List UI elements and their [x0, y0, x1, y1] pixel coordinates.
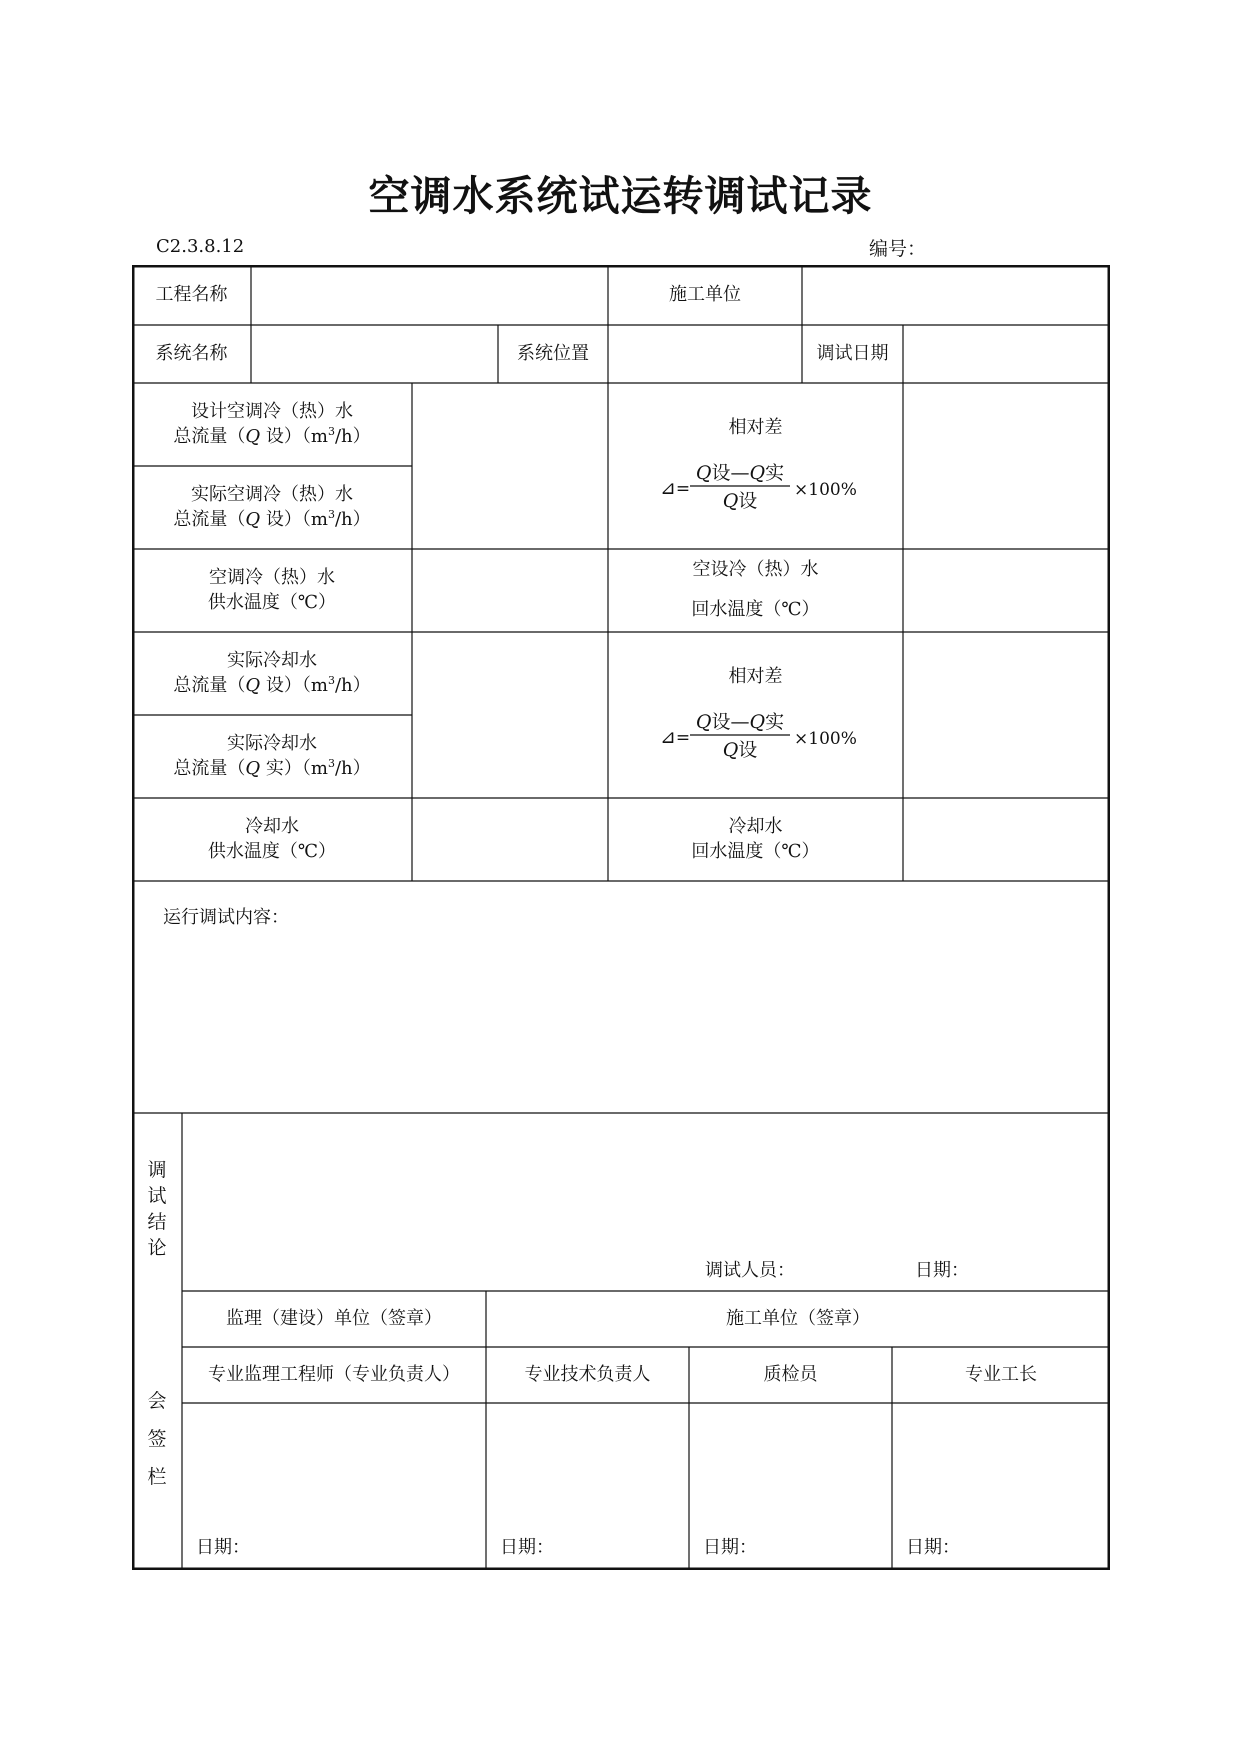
formula-percent: ×100%	[794, 729, 857, 749]
cooling-relative-diff-label: 相对差	[728, 666, 783, 687]
cooling-water-flow-design-label	[132, 648, 412, 698]
label-line: 回水温度（℃）	[691, 841, 820, 862]
design-ac-water-flow-label	[132, 399, 412, 449]
side-char: 栏	[147, 1466, 167, 1488]
formula-percent: ×100%	[794, 480, 857, 500]
label-line: 实际冷却水	[227, 733, 317, 754]
ac-relative-diff-label: 相对差	[728, 417, 783, 438]
formula-numerator: Q设—Q实	[695, 462, 785, 484]
document-title: 空调水系统试运转调试记录	[368, 172, 873, 220]
label-line: 设计空调冷（热）水	[191, 401, 353, 422]
construction-unit-label: 施工单位	[669, 284, 741, 305]
column-technical-lead: 专业技术负责人	[524, 1364, 651, 1385]
label-line: 空调冷（热）水	[209, 567, 335, 588]
cooling-supply-temp-label	[132, 814, 412, 864]
label-line: 回水温度（℃）	[691, 599, 820, 620]
label-line: 冷却水	[728, 816, 783, 837]
tester-label: 调试人员：	[705, 1260, 795, 1281]
label-line: 总流量（Q 实）$(m^3/h)$	[173, 757, 371, 779]
formula-denominator: Q设	[722, 739, 758, 761]
label-line: 空设冷（热）水	[692, 559, 819, 580]
label-line: 实际冷却水	[227, 650, 317, 671]
number-label: 编号：	[869, 238, 927, 260]
column-quality-inspector: 质检员	[763, 1364, 818, 1385]
signoff-date-label: 日期：	[703, 1537, 757, 1558]
project-name-label: 工程名称	[155, 284, 228, 305]
operation-content-label: 运行调试内容：	[163, 907, 289, 928]
label-line: 总流量（Q 设）$(m^3/h)$	[173, 425, 371, 447]
system-location-label: 系统位置	[517, 343, 589, 364]
label-line: 冷却水	[245, 816, 299, 837]
supervision-unit-label: 监理（建设）单位（签章）	[226, 1308, 442, 1329]
side-char: 论	[147, 1237, 167, 1259]
ac-supply-temp-label	[132, 565, 412, 615]
side-char: 调	[147, 1159, 167, 1181]
form-code: C2.3.8.12	[156, 236, 245, 257]
actual-ac-water-flow-label	[132, 482, 412, 532]
column-foreman: 专业工长	[965, 1364, 1037, 1385]
cooling-water-flow-actual-label	[132, 731, 412, 781]
test-date-label: 调试日期	[816, 343, 889, 364]
label-line: 实际空调冷（热）水	[191, 484, 353, 505]
label-line: 总流量（Q 设）$(m^3/h)$	[173, 674, 371, 696]
label-line: 供水温度（℃）	[207, 841, 337, 862]
formula-denominator: Q设	[722, 490, 758, 512]
side-char: 签	[147, 1428, 167, 1450]
formula-numerator: Q设—Q实	[695, 711, 785, 733]
side-char: 会	[147, 1390, 167, 1412]
formula-delta: ⊿=	[660, 477, 691, 499]
signoff-date-label: 日期：	[906, 1537, 960, 1558]
system-name-label: 系统名称	[155, 343, 228, 364]
signoff-date-label: 日期：	[500, 1537, 554, 1558]
conclusion-date-label: 日期：	[915, 1260, 969, 1281]
conclusion-side-label	[137, 1157, 177, 1261]
column-supervisor-engineer: 专业监理工程师（专业负责人）	[208, 1364, 460, 1385]
signoff-date-label: 日期：	[196, 1537, 250, 1558]
cooling-return-temp-label	[608, 814, 903, 864]
side-char: 结	[147, 1211, 167, 1233]
label-line: 供水温度（℃）	[207, 592, 337, 613]
ac-return-temp-label	[608, 557, 903, 622]
label-line: 总流量（Q 设）$(m^3/h)$	[173, 508, 371, 530]
record-form-table	[132, 265, 1110, 1570]
construction-unit-sign-label: 施工单位（签章）	[726, 1308, 870, 1329]
side-char: 试	[147, 1185, 167, 1207]
signoff-side-label	[137, 1382, 177, 1496]
formula-delta: ⊿=	[660, 726, 691, 748]
